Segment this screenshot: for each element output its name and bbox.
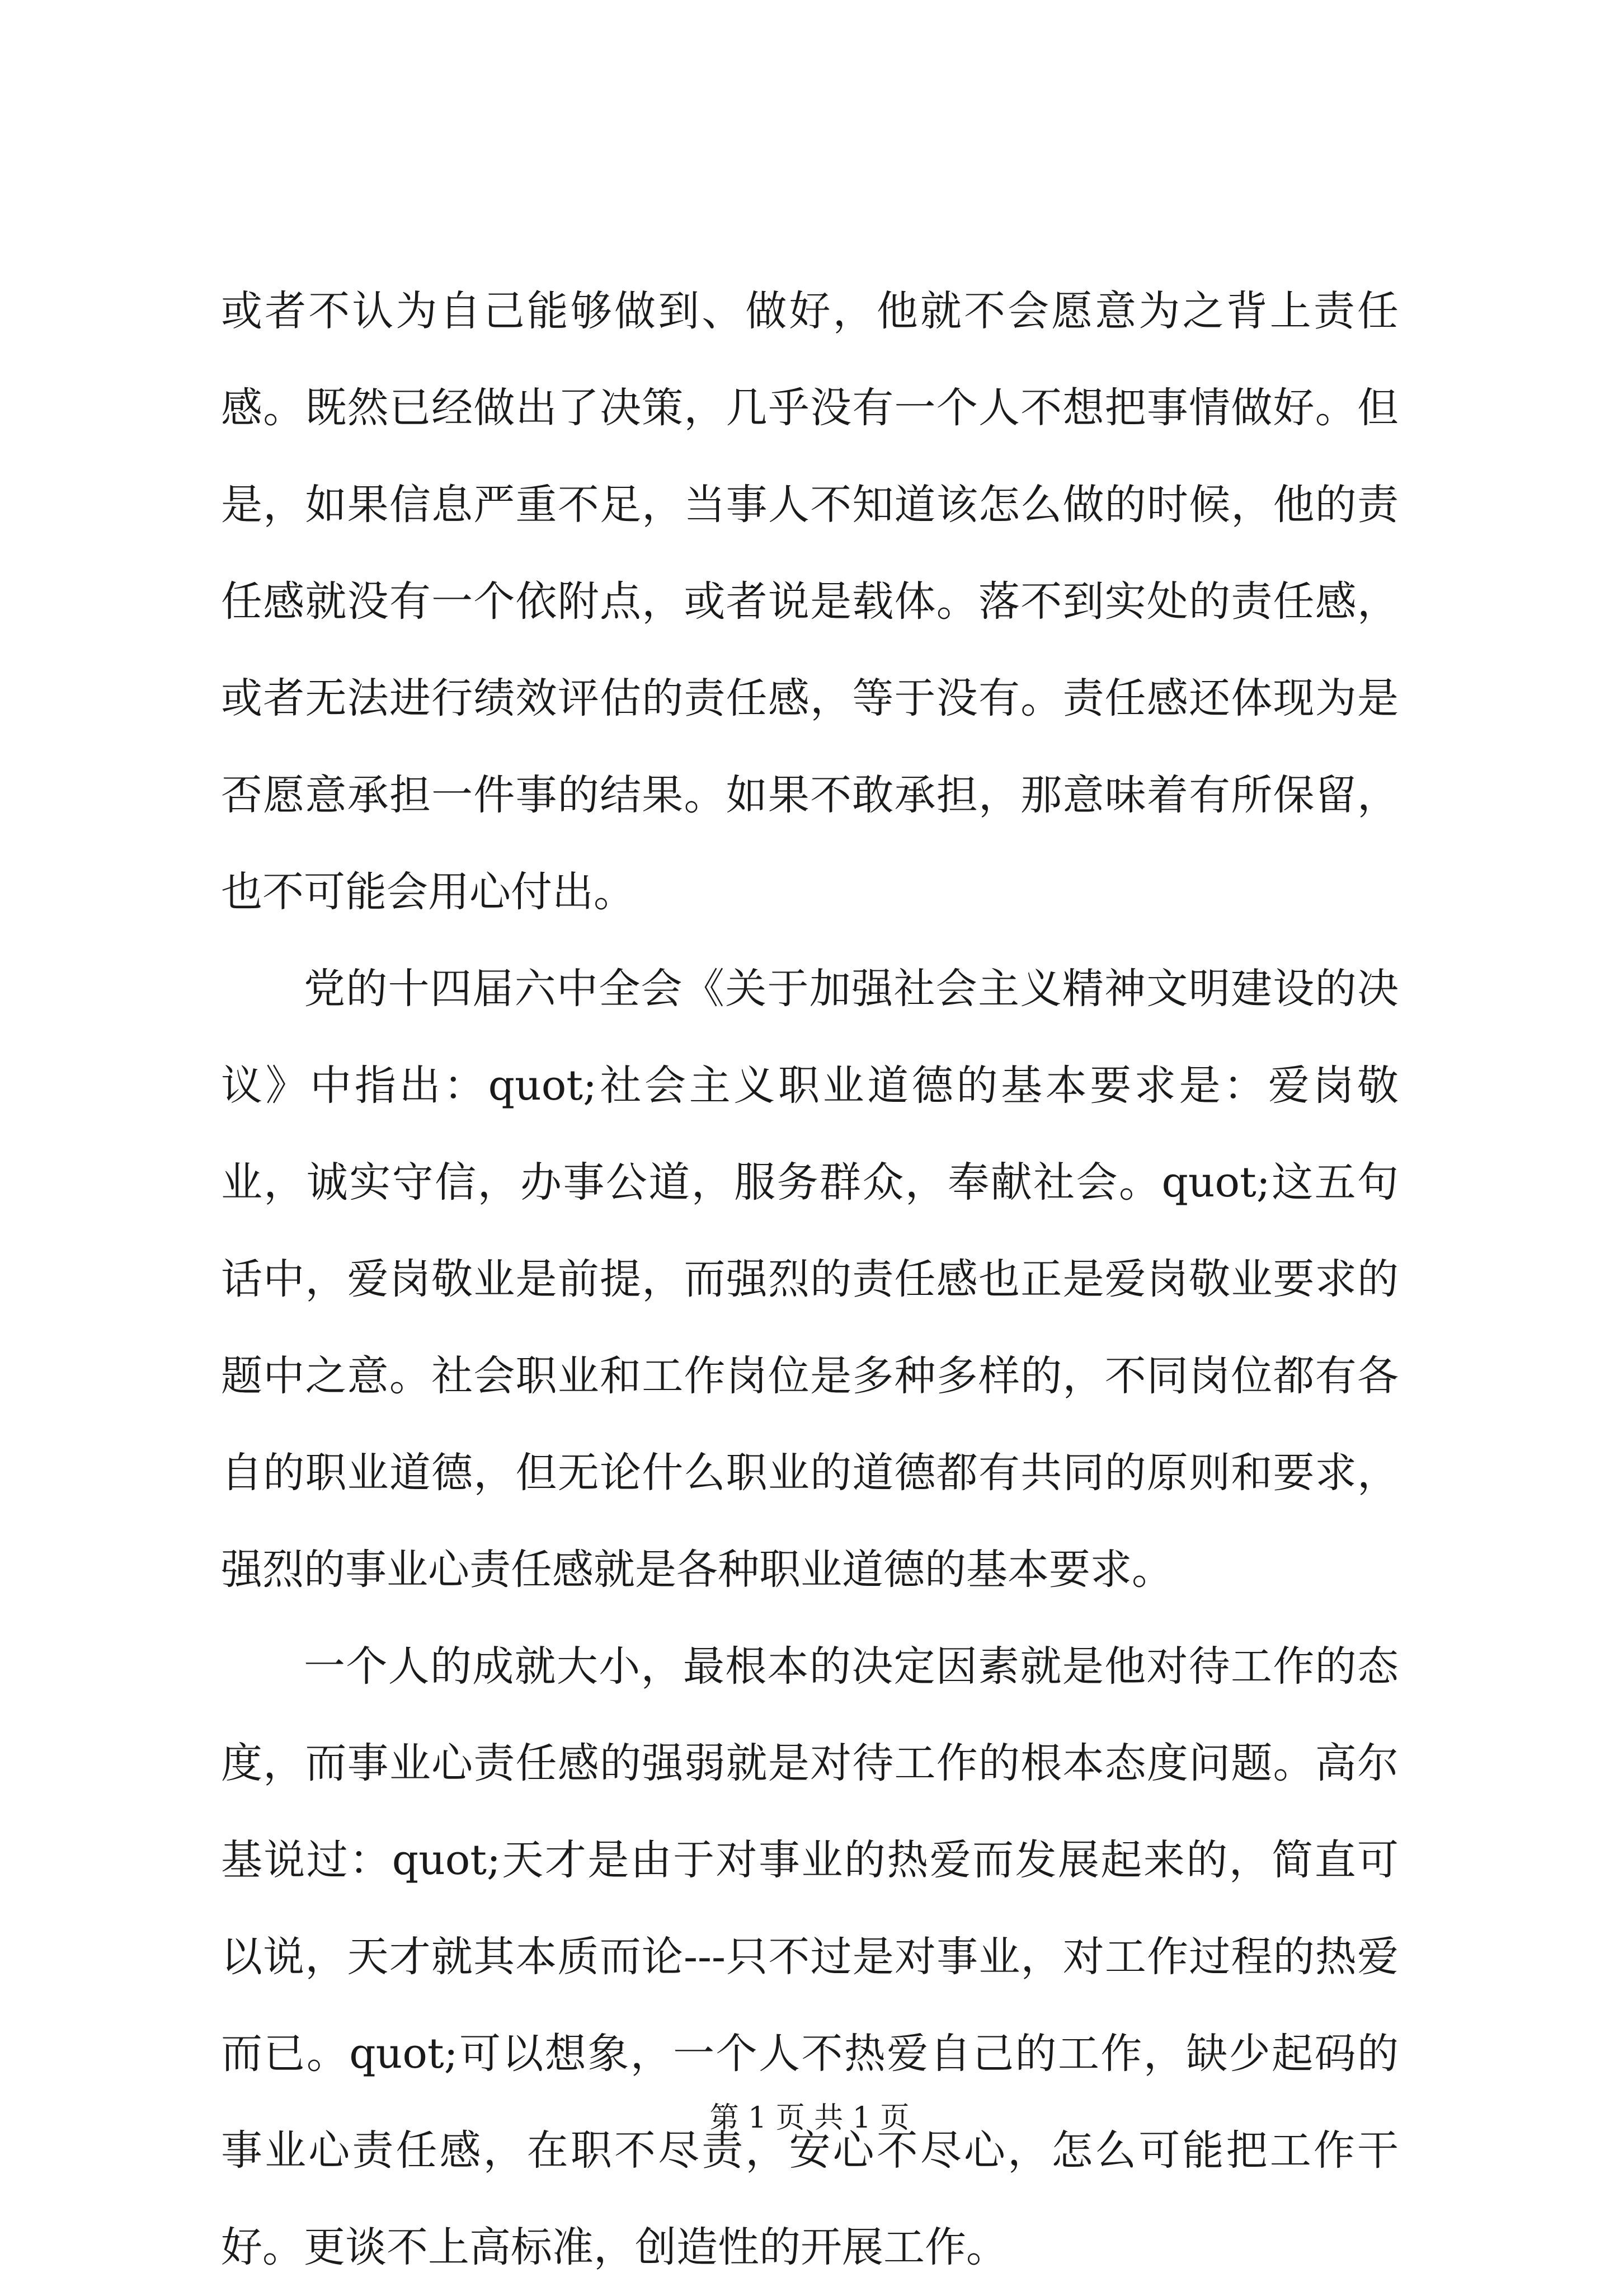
page-number-footer: 第 1 页 共 1 页 <box>709 2101 910 2135</box>
document-body <box>221 263 1399 2296</box>
paragraph-2: 党的十四届六中全会《关于加强社会主义精神文明建设的决议》中指出：quot;社会主义职业道德的基本要求是：爱岗敬业，诚实守信，办事公道，服务群众，奉献社会。quot;这五句话中，爱岗敬业是前提，而强烈的责任感也正是爱岗敬业要求的题中之意。社会职业和工作岗位是多种多样的，不同岗位都有各自的职业道德，但无论什么职业的道德都有共同的原则和要求，强烈的事业心责任感就是各种职业道德的基本要求。 <box>221 965 1399 1594</box>
paragraph-3: 一个人的成就大小，最根本的决定因素就是他对待工作的态度，而事业心责任感的强弱就是对待工作的根本态度问题。高尔基说过：quot;天才是由于对事业的热爱而发展起来的，简直可以说，天才就其本质而论---只不过是对事业，对工作过程的热爱而已。quot;可以想象，一个人不热爱自己的工作，缺少起码的事业心责任感，在职不尽责，安心不尽心，怎么可能把工作干好。更谈不上高标准，创造性的开展工作。 <box>221 1642 1399 2271</box>
paragraph-1: 或者不认为自己能够做到、做好，他就不会愿意为之背上责任感。既然已经做出了决策，几乎没有一个人不想把事情做好。但是，如果信息严重不足，当事人不知道该怎么做的时候，他的责任感就没有一个依附点，或者说是载体。落不到实处的责任感，或者无法进行绩效评估的责任感，等于没有。责任感还体现为是否愿意承担一件事的结果。如果不敢承担，那意味着有所保留，也不可能会用心付出。 <box>221 287 1399 916</box>
